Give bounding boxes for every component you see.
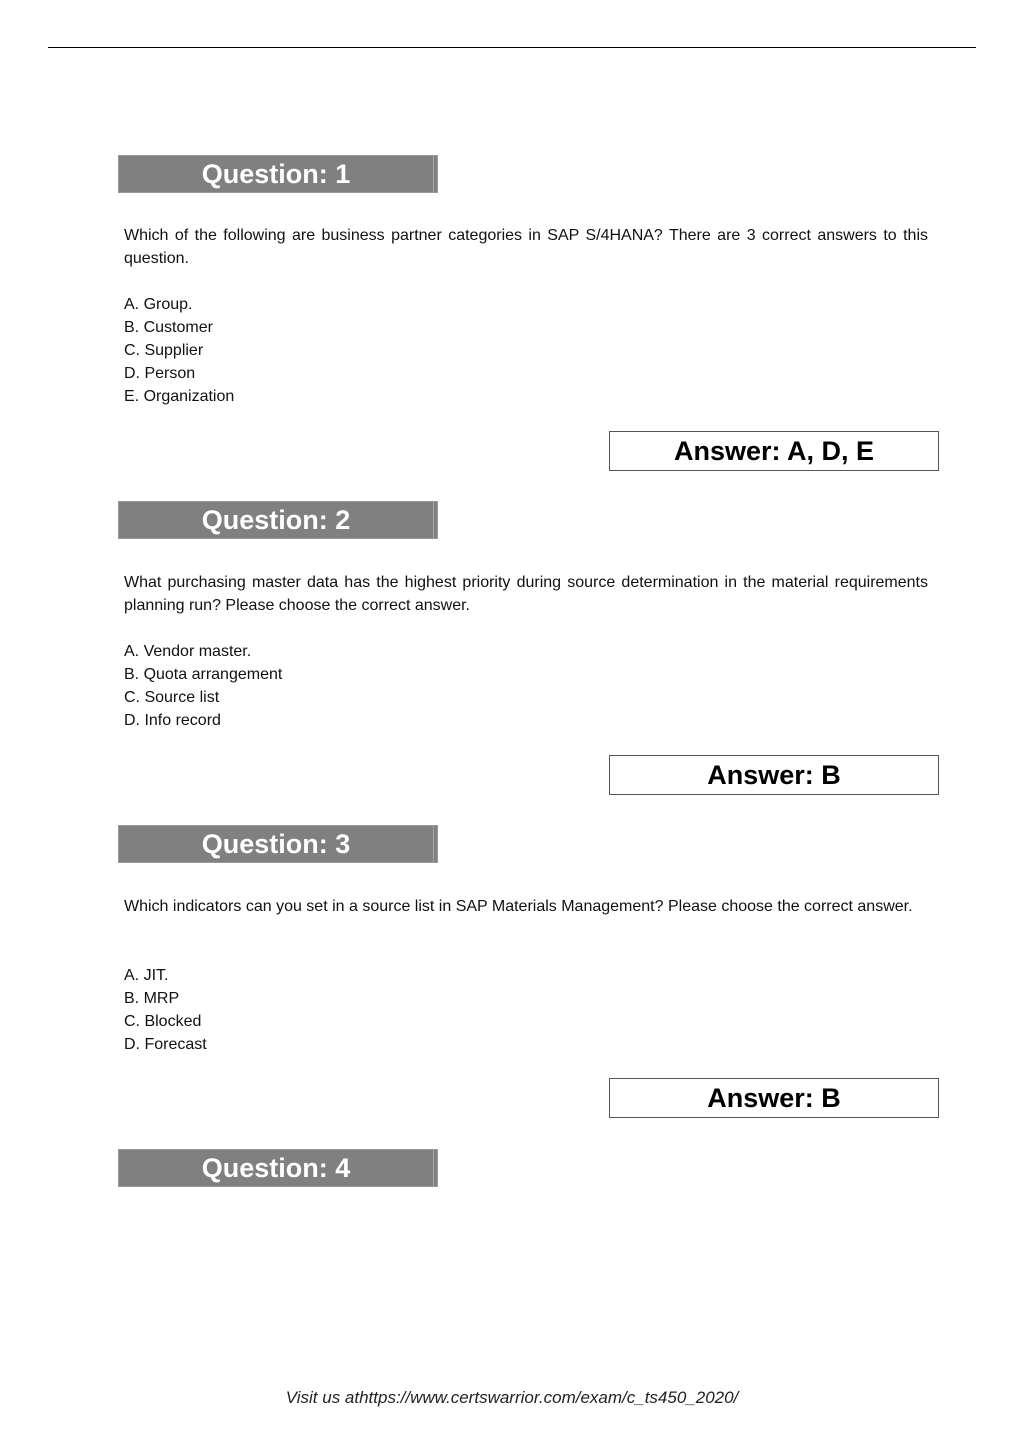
option-item: A. JIT.: [124, 967, 169, 984]
footer-link-text: Visit us athttps://www.certswarrior.com/exam/c_ts450_2020/: [285, 1388, 739, 1407]
option-item: C. Supplier: [124, 342, 204, 359]
option-item: D. Person: [124, 365, 196, 382]
question-3-options: [124, 964, 207, 1056]
question-1-answer: Answer: A, D, E: [609, 431, 939, 471]
question-3-answer: Answer: B: [609, 1078, 939, 1118]
question-3-header: [118, 825, 438, 863]
question-2-header: [118, 501, 438, 539]
option-item: A. Group.: [124, 296, 193, 313]
top-rule: [48, 47, 976, 48]
question-3-text: Which indicators can you set in a source list in SAP Materials Management? Please choose the correct answer.: [124, 898, 913, 915]
question-2-text: What purchasing master data has the highest priority during source determination in the material requirements planning run? Please choose the correct answer.: [124, 574, 928, 614]
option-item: B. Quota arrangement: [124, 666, 283, 683]
question-4-title: Question: 4: [201, 1153, 351, 1183]
question-4-header: [118, 1149, 438, 1187]
question-2-title: Question: 2: [201, 505, 351, 535]
question-2-options: [124, 640, 282, 732]
option-item: E. Organization: [124, 388, 235, 405]
option-item: D. Info record: [124, 712, 221, 729]
option-item: C. Source list: [124, 689, 220, 706]
question-1-header: [118, 155, 438, 193]
question-1-text: Which of the following are business partner categories in SAP S/4HANA? There are 3 correct answers to this question.: [124, 227, 928, 267]
option-item: B. Customer: [124, 319, 213, 336]
option-item: D. Forecast: [124, 1036, 207, 1053]
option-item: C. Blocked: [124, 1013, 202, 1030]
question-1-options: [124, 293, 234, 408]
option-item: A. Vendor master.: [124, 643, 252, 660]
question-1-title: Question: 1: [201, 159, 351, 189]
question-2-answer: Answer: B: [609, 755, 939, 795]
option-item: B. MRP: [124, 990, 180, 1007]
question-3-title: Question: 3: [201, 829, 351, 859]
